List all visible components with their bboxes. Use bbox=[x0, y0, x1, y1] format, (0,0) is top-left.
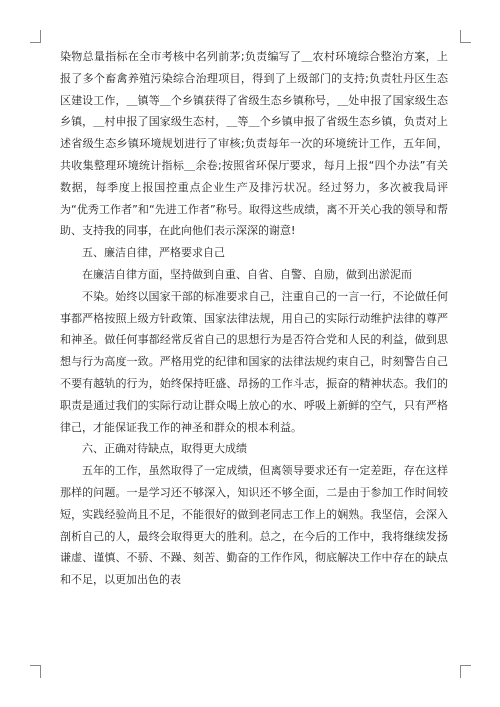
paragraph-integrity-cont: 不染。始终以国家干部的标准要求自己，注重自己的一言一行，不论做任何事都严格按照上级方针政策、国家法律法规，用自己的实际行动维护法律的尊严和神圣。做任何事都经常反省自己的思想行为是否符合党和人民的利益，做到思想与行为高度一致。严格用党的纪律和国家的法律法规约束自己，时刻警告自己不要有越轨的行为，始终保持旺盛、昂扬的工作斗志，振奋的精神状态。我们的职责是通过我们的实际行动让群众喝上放心的水、呼吸上新鲜的空气，只有严格律己，才能保证我工作的神圣和群众的根本利益。 bbox=[60, 289, 448, 434]
crop-mark-bottom-right bbox=[460, 665, 471, 678]
paragraph-continued: 染物总量指标在全市考核中名列前茅;负责编写了＿农村环境综合整治方案，上报了多个畜禽养殖污染综合治理项目，得到了上级部门的支持;负责牡丹区生态区建设工作，＿镇等＿个乡镇获得了省级生态乡镇称号，＿处申报了国家级生态乡镇，＿村申报了国家级生态村，＿等＿个乡镇申报了省级生态乡镇，负责对上述省级生态乡镇环境规划进行了审核;负责每年一次的环境统计工作，五年间，共收集整理环境统计指标＿余卷;按照省环保厅要求，每月上报“四个办法”有关数据，每季度上报国控重点企业生产及排污状况。经过努力，多次被我局评为“优秀工作者”和“先进工作者”称号。取得这些成绩，离不开关心我的领导和帮助、支持我的同事，在此向他们表示深深的谢意! bbox=[60, 50, 448, 238]
section-heading-5: 五、廉洁自律，严格要求自己 bbox=[82, 246, 225, 260]
crop-mark-top-left bbox=[30, 30, 41, 43]
paragraph-integrity: 在廉洁自律方面，坚持做到自重、自省、自警、自励，做到出淤泥而 bbox=[82, 267, 412, 281]
crop-mark-bottom-left bbox=[30, 665, 41, 678]
crop-mark-top-right bbox=[460, 30, 471, 43]
document-body bbox=[60, 46, 448, 591]
section-heading-6: 六、正确对待缺点，取得更大成绩 bbox=[82, 442, 247, 456]
paragraph-shortcomings: 五年的工作，虽然取得了一定成绩，但离领导要求还有一定差距，存在这样那样的问题。一是学习还不够深入，知识还不够全面，二是由于参加工作时间较短，实践经验尚且不足，不能很好的做到老同志工作上的娴熟。我坚信，会深入剖析自己的人，最终会取得更大的胜利。总之，在今后的工作中，我将继续发扬谦虚、谨慎、不骄、不躁、刻苦、勤奋的工作作风，彻底解决工作中存在的缺点和不足，以更加出色的表 bbox=[60, 464, 448, 587]
